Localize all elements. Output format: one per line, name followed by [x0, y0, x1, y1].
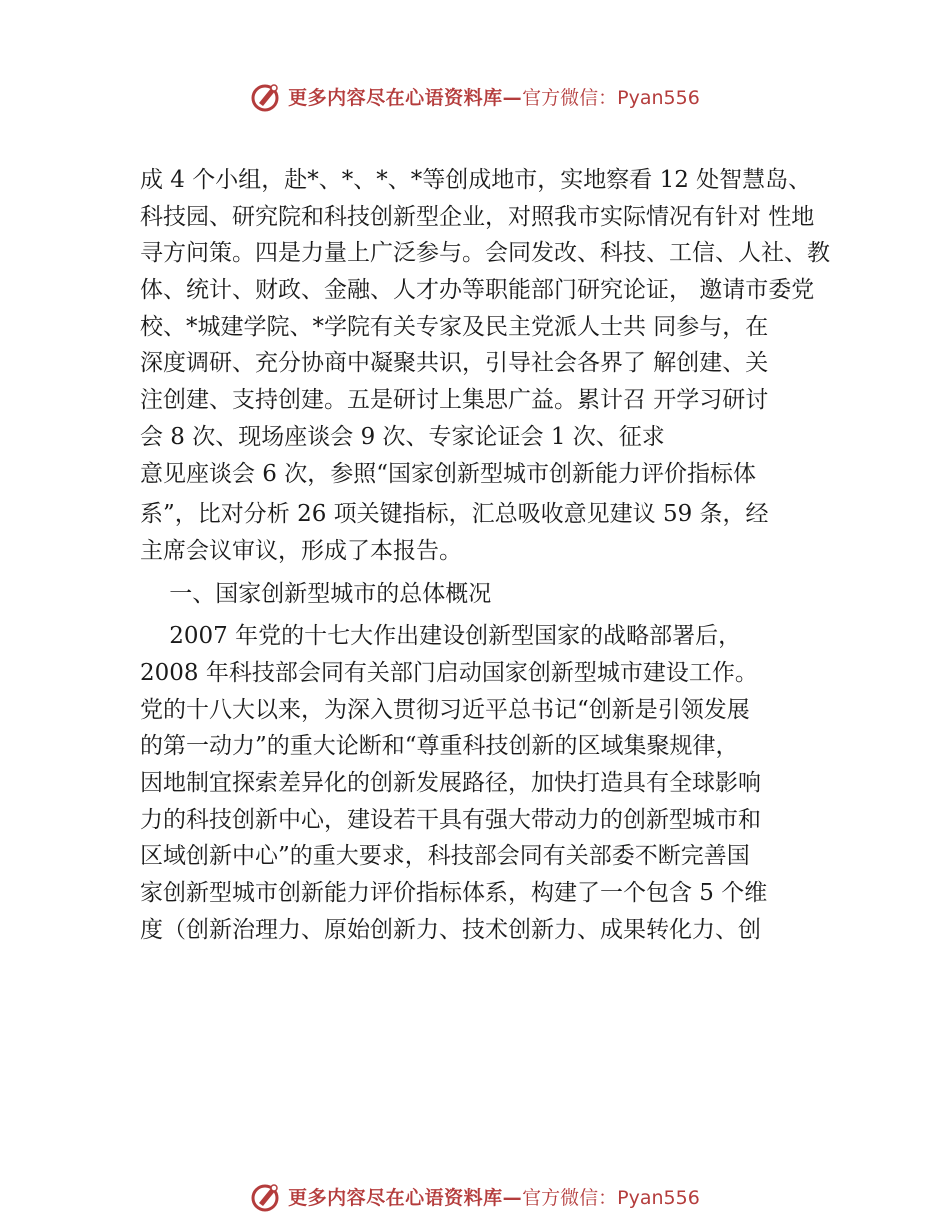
text-line: 会 8 次、现场座谈会 9 次、专家论证会 1 次、征求: [140, 423, 665, 450]
logo-icon: [250, 1179, 284, 1213]
text-line: 寻方问策。四是力量上广泛参与。会同发改、科技、工信、人社、教: [140, 240, 830, 267]
document-body: [140, 162, 840, 948]
text-line: 体、统计、财政、金融、人才办等职能部门研究论证， 邀请市委党: [140, 277, 815, 304]
text-line: 家创新型城市创新能力评价指标体系，构建了一个包含 5 个维: [140, 880, 768, 907]
banner-wechat: 官方微信：Pyan556: [522, 86, 700, 109]
text-line: 意见座谈会 6 次，参照“国家创新型城市创新能力评价指标体: [140, 460, 757, 487]
text-line: 主席会议审议，形成了本报告。: [140, 537, 462, 564]
text-line: 科技园、研究院和科技创新型企业，对照我市实际情况有针对 性地: [140, 203, 815, 230]
text-line: 力的科技创新中心，建设若干具有强大带动力的创新型城市和: [140, 806, 761, 833]
text-line: 校、*城建学院、*学院有关专家及民主党派人士共 同参与，在: [140, 313, 769, 340]
text-line: 注创建、支持创建。五是研讨上集思广益。累计召 开学习研讨: [140, 387, 769, 414]
text-line: 2007 年党的十七大作出建设创新型国家的战略部署后，: [140, 623, 742, 650]
text-line: 系”，比对分析 26 项关键指标，汇总吸收意见建议 59 条，经: [140, 501, 769, 528]
banner-text: 更多内容尽在心语资料库—: [288, 86, 523, 109]
text-line: 的第一动力”的重大论断和“尊重科技创新的区域集聚规律，: [140, 733, 739, 760]
text-line: 2008 年科技部会同有关部门启动国家创新型城市建设工作。: [140, 659, 758, 686]
banner-wechat: 官方微信：Pyan556: [522, 1186, 700, 1209]
section-heading: 一、国家创新型城市的总体概况: [140, 580, 492, 607]
logo-icon: [250, 79, 284, 113]
footer-banner: [0, 1176, 950, 1216]
text-line: 度（创新治理力、原始创新力、技术创新力、成果转化力、创: [140, 916, 761, 943]
banner-text: 更多内容尽在心语资料库—: [288, 1186, 523, 1209]
text-line: 深度调研、充分协商中凝聚共识，引导社会各界了 解创建、关: [140, 350, 769, 377]
text-line: 成 4 个小组，赴*、*、*、*等创成地市，实地察看 12 处智慧岛、: [140, 167, 812, 193]
text-line: 因地制宜探索差异化的创新发展路径，加快打造具有全球影响: [140, 770, 761, 796]
text-line: 区域创新中心”的重大要求，科技部会同有关部委不断完善国: [140, 843, 750, 870]
text-line: 党的十八大以来，为深入贯彻习近平总书记“创新是引领发展: [140, 696, 750, 723]
header-banner: [0, 76, 950, 116]
